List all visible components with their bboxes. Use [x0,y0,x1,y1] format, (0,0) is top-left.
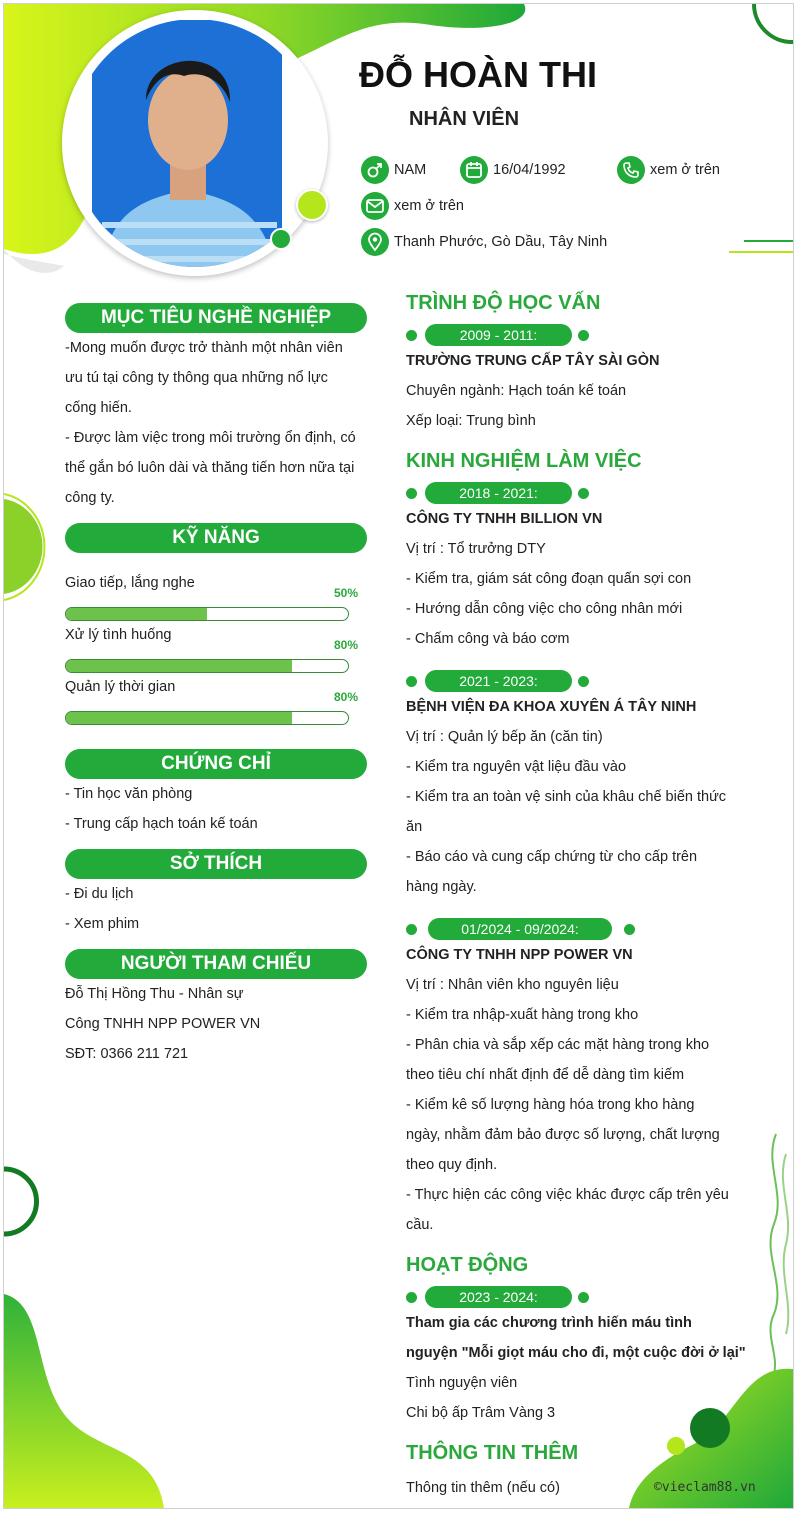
certificate-item: - Trung cấp hạch toán kế toán [65,816,258,832]
education-grade: Xếp loại: Trung bình [406,413,536,429]
job-line: ngày, nhằm đảm bảo được số lượng, chất lượng [406,1127,720,1143]
job-line: theo tiêu chí nhất định để dễ dàng tìm kiếm [406,1067,685,1083]
job-line: ăn [406,819,423,835]
timeline-dot [406,488,417,499]
job-line: - Kiểm tra, giám sát công đoạn quấn sợi con [406,571,692,587]
cv-page [3,3,794,1509]
timeline-dot [578,488,589,499]
skill-name: Xử lý tình huống [65,627,172,643]
job-line: Vị trí : Quản lý bếp ăn (căn tin) [406,729,603,745]
timeline-dot [578,676,589,687]
education-details [406,346,736,436]
timeline-dot [578,330,589,341]
objective-heading: MỤC TIÊU NGHỀ NGHIỆP [65,303,367,333]
extra-info-heading: THÔNG TIN THÊM [406,1442,579,1464]
job-line: - Kiểm tra an toàn vệ sinh của khâu chế biến thức [406,789,727,805]
job-line: - Báo cáo và cung cấp chứng từ cho cấp trên [406,849,698,865]
objective-line: - Được làm việc trong môi trường ổn định, có [65,430,356,446]
timeline-dot [406,1292,417,1303]
timeline-dot [578,1292,589,1303]
job-details [406,940,736,1240]
activities-heading: HOẠT ĐỘNG [406,1254,529,1276]
objective-text [65,333,367,513]
job-date-row [406,482,596,504]
skill-bar [65,659,349,673]
skill-name: Quản lý thời gian [65,679,176,695]
job-line: - Phân chia và sắp xếp các mặt hàng trong kho [406,1037,710,1053]
objective-line: -Mong muốn được trở thành một nhân viên [65,340,343,356]
reference-item: Đỗ Thị Hồng Thu - Nhân sự [65,986,244,1002]
phone-value: xem ở trên [650,162,720,178]
job-date-row [406,918,646,940]
job-details [406,504,736,654]
job-line: - Chấm công và báo cơm [406,631,570,647]
location-icon [361,228,389,256]
photo-dot-lime [296,189,328,221]
company-name: CÔNG TY TNHH BILLION VN [406,511,603,527]
references-heading: NGƯỜI THAM CHIẾU [65,949,367,979]
objective-line: ưu tú tại công ty thông qua những nổ lực [65,370,328,386]
timeline-dot [624,924,635,935]
job-date-row [406,670,596,692]
reference-item: Công TNHH NPP POWER VN [65,1016,261,1032]
activity-date-row [406,1286,596,1308]
skills-heading: KỸ NĂNG [65,523,367,553]
job-line: - Kiểm kê số lượng hàng hóa trong kho hàng [406,1097,695,1113]
job-line: Vị trí : Tổ trưởng DTY [406,541,546,557]
references-list [65,979,260,1069]
education-heading: TRÌNH ĐỘ HỌC VẤN [406,292,601,314]
candidate-name: ĐỖ HOÀN THI [359,54,597,95]
job-line: - Kiểm tra nhập-xuất hàng trong kho [406,1007,639,1023]
education-major: Chuyên ngành: Hạch toán kế toán [406,383,627,399]
skill-bar-fill [66,660,292,672]
skill-bar-fill [66,608,207,620]
company-name: BỆNH VIỆN ĐA KHOA XUYÊN Á TÂY NINH [406,699,697,715]
experience-heading: KINH NGHIỆM LÀM VIỆC [406,450,642,472]
job-line: - Hướng dẫn công việc cho công nhân mới [406,601,683,617]
skill-bar [65,607,349,621]
activity-line: Tham gia các chương trình hiến máu tình [406,1315,692,1331]
job-line: - Thực hiện các công việc khác được cấp trên yêu [406,1187,729,1203]
school-name: TRƯỜNG TRUNG CẤP TÂY SÀI GÒN [406,353,660,369]
activity-line: Chi bộ ấp Trâm Vàng 3 [406,1405,556,1421]
skill-bar [65,711,349,725]
gender-value: NAM [394,162,427,178]
certificates-heading: CHỨNG CHỈ [65,749,367,779]
hobbies-list [65,879,139,939]
job-details [406,692,736,902]
hobbies-heading: SỞ THÍCH [65,849,367,879]
objective-line: cống hiến. [65,400,132,416]
objective-line: công ty. [65,490,115,506]
hobby-item: - Đi du lịch [65,886,134,902]
skill-percent: 80% [334,638,359,652]
activity-line: nguyện "Mỗi giọt máu cho đi, một cuộc đời ở lại" [406,1345,746,1361]
timeline-dot [406,676,417,687]
job-line: - Kiểm tra nguyên vật liệu đầu vào [406,759,627,775]
skill-name: Giao tiếp, lắng nghe [65,575,195,591]
dob-value: 16/04/1992 [493,162,566,178]
education-date-row [406,324,596,346]
certificates-list [65,779,258,839]
job-line: cầu. [406,1217,434,1233]
activity-date: 2023 - 2024: [425,1286,572,1308]
job-title: NHÂN VIÊN [409,108,520,130]
objective-line: thể gắn bó luôn dài và thăng tiến hơn nữa tại [65,460,355,476]
email-icon [361,192,389,220]
photo-dot-green [270,228,292,250]
phone-icon [617,156,645,184]
timeline-dot [406,924,417,935]
certificate-item: - Tin học văn phòng [65,786,193,802]
skill-percent: 80% [334,690,359,704]
company-name: CÔNG TY TNHH NPP POWER VN [406,947,633,963]
job-line: theo quy định. [406,1157,498,1173]
skill-percent: 50% [334,586,359,600]
gender-icon [361,156,389,184]
address-value: Thanh Phước, Gò Dầu, Tây Ninh [394,234,608,250]
calendar-icon [460,156,488,184]
reference-item: SĐT: 0366 211 721 [65,1046,189,1062]
extra-info-text: Thông tin thêm (nếu có) [406,1480,560,1496]
education-date: 2009 - 2011: [425,324,572,346]
job-date: 2021 - 2023: [425,670,572,692]
activity-details [406,1308,746,1428]
job-date: 01/2024 - 09/2024: [428,918,612,940]
timeline-dot [406,330,417,341]
hobby-item: - Xem phim [65,916,140,932]
skill-bar-fill [66,712,292,724]
job-date: 2018 - 2021: [425,482,572,504]
watermark: ©vieclam88.vn [654,1480,756,1495]
job-line: hàng ngày. [406,879,477,895]
activity-line: Tình nguyện viên [406,1375,518,1391]
job-line: Vị trí : Nhân viên kho nguyên liệu [406,977,619,993]
email-value: xem ở trên [394,198,464,214]
